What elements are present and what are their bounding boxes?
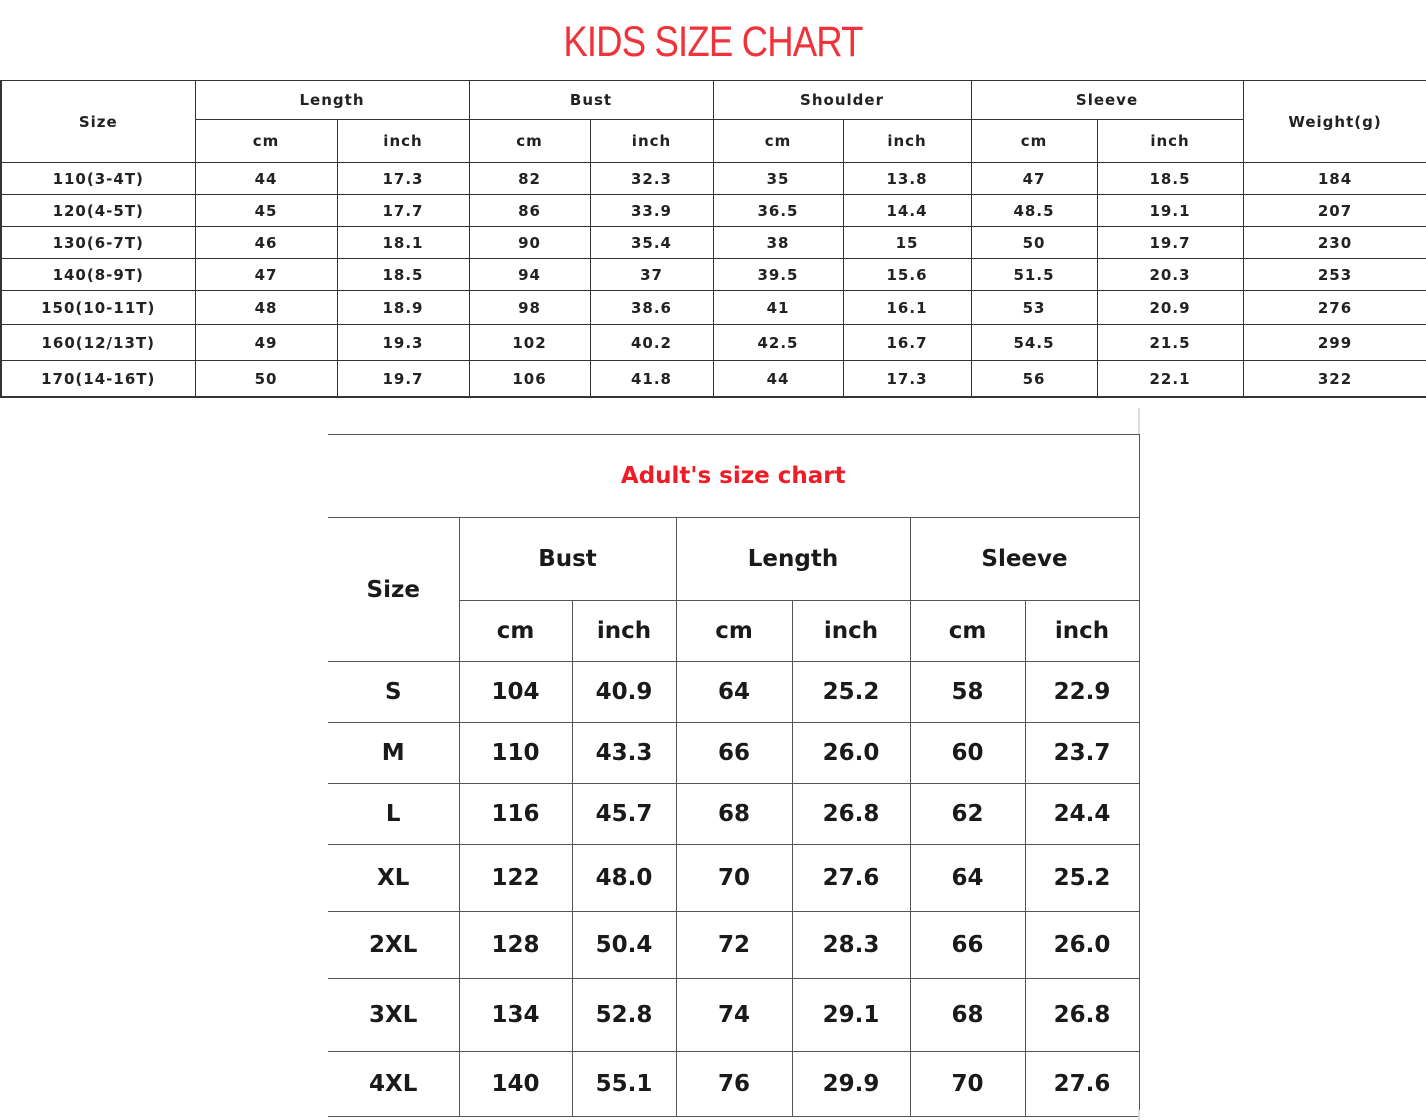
table-cell: 253 xyxy=(1243,259,1426,291)
kids-unit-header: inch xyxy=(1097,120,1243,163)
adult-size-chart-title: Adult's size chart xyxy=(328,435,1139,518)
table-cell: 47 xyxy=(195,259,337,291)
adult-unit-header: inch xyxy=(792,601,910,662)
table-cell: 27.6 xyxy=(792,845,910,912)
adult-group-header-sleeve: Sleeve xyxy=(910,518,1139,601)
table-cell: 116 xyxy=(459,784,572,845)
table-row xyxy=(1,361,1426,398)
table-row xyxy=(1,227,1426,259)
kids-size-header: Size xyxy=(1,81,195,163)
table-cell: 19.1 xyxy=(1097,195,1243,227)
table-row xyxy=(328,723,1139,784)
adult-unit-header: inch xyxy=(1025,601,1139,662)
table-row xyxy=(1,291,1426,325)
kids-size-cell: 120(4-5T) xyxy=(1,195,195,227)
table-cell: 15.6 xyxy=(843,259,971,291)
kids-unit-header: inch xyxy=(337,120,469,163)
kids-weight-header: Weight(g) xyxy=(1243,81,1426,163)
table-cell: 50 xyxy=(195,361,337,398)
table-cell: 94 xyxy=(469,259,590,291)
table-row xyxy=(1,163,1426,195)
table-cell: 44 xyxy=(195,163,337,195)
kids-size-chart-title: KIDS SIZE CHART xyxy=(563,18,863,66)
table-cell: 35 xyxy=(713,163,843,195)
table-cell: 122 xyxy=(459,845,572,912)
table-cell: 76 xyxy=(676,1052,792,1117)
table-cell: 17.3 xyxy=(337,163,469,195)
table-row xyxy=(328,912,1139,979)
table-cell: 53 xyxy=(971,291,1097,325)
table-cell: 41.8 xyxy=(590,361,713,398)
table-cell: 28.3 xyxy=(792,912,910,979)
table-cell: 68 xyxy=(910,979,1025,1052)
table-cell: 110 xyxy=(459,723,572,784)
table-cell: 54.5 xyxy=(971,325,1097,361)
table-cell: 44 xyxy=(713,361,843,398)
table-cell: 42.5 xyxy=(713,325,843,361)
table-cell: 33.9 xyxy=(590,195,713,227)
table-cell: 43.3 xyxy=(572,723,676,784)
table-cell: 47 xyxy=(971,163,1097,195)
table-cell: 50 xyxy=(971,227,1097,259)
kids-size-cell: 160(12/13T) xyxy=(1,325,195,361)
table-cell: 48.5 xyxy=(971,195,1097,227)
adult-unit-header: cm xyxy=(676,601,792,662)
table-cell: 51.5 xyxy=(971,259,1097,291)
table-cell: 48.0 xyxy=(572,845,676,912)
table-cell: 26.0 xyxy=(792,723,910,784)
table-cell: 45.7 xyxy=(572,784,676,845)
table-cell: 21.5 xyxy=(1097,325,1243,361)
kids-size-cell: 110(3-4T) xyxy=(1,163,195,195)
table-cell: 66 xyxy=(910,912,1025,979)
kids-unit-header: cm xyxy=(713,120,843,163)
adult-size-header: Size xyxy=(328,518,459,662)
table-cell: 74 xyxy=(676,979,792,1052)
table-cell: 49 xyxy=(195,325,337,361)
divider xyxy=(1138,408,1140,434)
divider xyxy=(1138,1110,1140,1120)
table-cell: 299 xyxy=(1243,325,1426,361)
table-cell: 45 xyxy=(195,195,337,227)
table-cell: 60 xyxy=(910,723,1025,784)
kids-group-header-length: Length xyxy=(195,81,469,120)
kids-unit-header: cm xyxy=(195,120,337,163)
table-row xyxy=(1,195,1426,227)
table-cell: 64 xyxy=(676,662,792,723)
table-cell: 82 xyxy=(469,163,590,195)
table-cell: 16.1 xyxy=(843,291,971,325)
table-cell: 40.9 xyxy=(572,662,676,723)
table-cell: 90 xyxy=(469,227,590,259)
adult-size-cell: L xyxy=(328,784,459,845)
table-cell: 23.7 xyxy=(1025,723,1139,784)
table-cell: 38 xyxy=(713,227,843,259)
table-cell: 207 xyxy=(1243,195,1426,227)
table-cell: 70 xyxy=(676,845,792,912)
table-cell: 70 xyxy=(910,1052,1025,1117)
table-cell: 322 xyxy=(1243,361,1426,398)
table-cell: 72 xyxy=(676,912,792,979)
table-row xyxy=(328,784,1139,845)
table-cell: 35.4 xyxy=(590,227,713,259)
table-cell: 20.9 xyxy=(1097,291,1243,325)
table-cell: 18.9 xyxy=(337,291,469,325)
table-cell: 29.9 xyxy=(792,1052,910,1117)
kids-size-cell: 150(10-11T) xyxy=(1,291,195,325)
table-cell: 184 xyxy=(1243,163,1426,195)
table-cell: 140 xyxy=(459,1052,572,1117)
table-cell: 46 xyxy=(195,227,337,259)
adult-size-cell: 3XL xyxy=(328,979,459,1052)
table-cell: 276 xyxy=(1243,291,1426,325)
table-cell: 22.9 xyxy=(1025,662,1139,723)
table-cell: 20.3 xyxy=(1097,259,1243,291)
table-cell: 56 xyxy=(971,361,1097,398)
table-cell: 25.2 xyxy=(1025,845,1139,912)
table-cell: 48 xyxy=(195,291,337,325)
kids-unit-header: cm xyxy=(971,120,1097,163)
table-cell: 50.4 xyxy=(572,912,676,979)
adult-size-cell: 4XL xyxy=(328,1052,459,1117)
table-row xyxy=(328,979,1139,1052)
table-cell: 68 xyxy=(676,784,792,845)
adult-group-header-length: Length xyxy=(676,518,910,601)
kids-group-header-shoulder: Shoulder xyxy=(713,81,971,120)
kids-size-cell: 140(8-9T) xyxy=(1,259,195,291)
table-cell: 230 xyxy=(1243,227,1426,259)
table-cell: 17.3 xyxy=(843,361,971,398)
table-cell: 37 xyxy=(590,259,713,291)
table-cell: 58 xyxy=(910,662,1025,723)
adult-unit-header: cm xyxy=(459,601,572,662)
table-cell: 22.1 xyxy=(1097,361,1243,398)
table-row xyxy=(1,325,1426,361)
table-cell: 40.2 xyxy=(590,325,713,361)
table-cell: 98 xyxy=(469,291,590,325)
adult-size-cell: 2XL xyxy=(328,912,459,979)
adult-size-cell: M xyxy=(328,723,459,784)
adult-size-cell: XL xyxy=(328,845,459,912)
table-cell: 19.7 xyxy=(1097,227,1243,259)
table-cell: 15 xyxy=(843,227,971,259)
table-cell: 18.5 xyxy=(1097,163,1243,195)
table-cell: 134 xyxy=(459,979,572,1052)
table-cell: 86 xyxy=(469,195,590,227)
adult-unit-header: inch xyxy=(572,601,676,662)
table-cell: 104 xyxy=(459,662,572,723)
kids-size-cell: 130(6-7T) xyxy=(1,227,195,259)
table-cell: 18.5 xyxy=(337,259,469,291)
table-cell: 41 xyxy=(713,291,843,325)
table-cell: 17.7 xyxy=(337,195,469,227)
kids-unit-header: inch xyxy=(843,120,971,163)
adult-group-header-bust: Bust xyxy=(459,518,676,601)
table-cell: 26.0 xyxy=(1025,912,1139,979)
table-cell: 19.3 xyxy=(337,325,469,361)
adult-size-cell: S xyxy=(328,662,459,723)
kids-size-cell: 170(14-16T) xyxy=(1,361,195,398)
table-cell: 106 xyxy=(469,361,590,398)
table-cell: 14.4 xyxy=(843,195,971,227)
table-cell: 18.1 xyxy=(337,227,469,259)
table-cell: 62 xyxy=(910,784,1025,845)
adult-unit-header: cm xyxy=(910,601,1025,662)
table-row xyxy=(1,259,1426,291)
table-cell: 29.1 xyxy=(792,979,910,1052)
table-cell: 64 xyxy=(910,845,1025,912)
table-cell: 24.4 xyxy=(1025,784,1139,845)
table-cell: 55.1 xyxy=(572,1052,676,1117)
adult-size-table xyxy=(328,434,1140,1117)
table-cell: 26.8 xyxy=(792,784,910,845)
table-cell: 52.8 xyxy=(572,979,676,1052)
kids-unit-header: inch xyxy=(590,120,713,163)
table-row xyxy=(328,662,1139,723)
table-cell: 66 xyxy=(676,723,792,784)
table-cell: 26.8 xyxy=(1025,979,1139,1052)
table-cell: 102 xyxy=(469,325,590,361)
kids-size-table xyxy=(0,80,1426,398)
table-cell: 39.5 xyxy=(713,259,843,291)
kids-group-header-bust: Bust xyxy=(469,81,713,120)
table-row xyxy=(328,845,1139,912)
table-cell: 19.7 xyxy=(337,361,469,398)
table-cell: 38.6 xyxy=(590,291,713,325)
kids-unit-header: cm xyxy=(469,120,590,163)
table-cell: 27.6 xyxy=(1025,1052,1139,1117)
table-cell: 25.2 xyxy=(792,662,910,723)
kids-group-header-sleeve: Sleeve xyxy=(971,81,1243,120)
table-cell: 36.5 xyxy=(713,195,843,227)
table-cell: 16.7 xyxy=(843,325,971,361)
table-cell: 13.8 xyxy=(843,163,971,195)
table-row xyxy=(328,1052,1139,1117)
table-cell: 32.3 xyxy=(590,163,713,195)
table-cell: 128 xyxy=(459,912,572,979)
